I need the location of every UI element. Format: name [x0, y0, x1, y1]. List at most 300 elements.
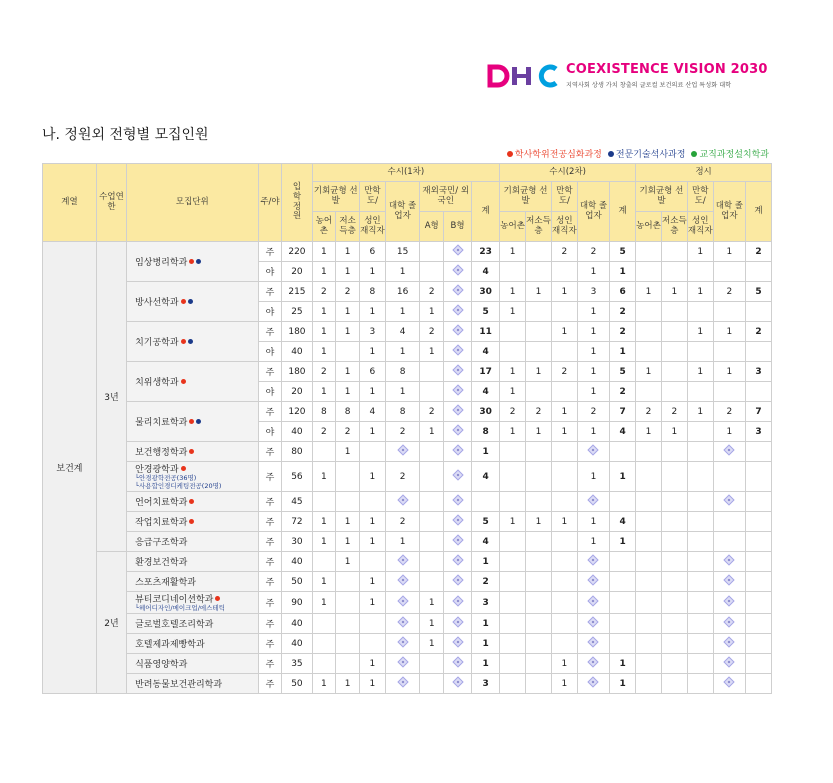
s1-cell: 2 — [312, 282, 336, 302]
j-cell — [713, 512, 745, 532]
diamond-icon — [588, 616, 599, 627]
diamond-icon — [724, 574, 735, 585]
j-cell — [746, 654, 772, 674]
legend-item-master: 전문기술석사과정 — [608, 147, 686, 160]
daynight-cell: 주 — [258, 402, 282, 422]
blue-dot-icon — [188, 299, 193, 304]
unit-name: 반려동물보건관리학과 — [135, 680, 223, 690]
s2-cell: 2 — [577, 402, 609, 422]
s1-cell: 1 — [312, 262, 336, 282]
j-cell — [636, 572, 662, 592]
s1-cell: 11 — [472, 322, 500, 342]
s1-cell — [444, 262, 472, 282]
s1-cell: 2 — [336, 422, 360, 442]
s2-cell: 1 — [610, 342, 636, 362]
s2-cell — [500, 262, 526, 282]
diamond-icon — [397, 494, 408, 505]
admission-table — [42, 163, 772, 694]
j-cell — [746, 614, 772, 634]
s2-cell — [526, 462, 552, 492]
s2-cell — [526, 492, 552, 512]
s1-cell: 1 — [312, 342, 336, 362]
j-cell — [636, 442, 662, 462]
s1-cell — [444, 302, 472, 322]
j-cell — [687, 462, 713, 492]
s2-cell — [500, 654, 526, 674]
j-cell: 1 — [636, 422, 662, 442]
s2-cell: 1 — [610, 654, 636, 674]
j-cell — [636, 382, 662, 402]
s2-cell — [551, 492, 577, 512]
j-cell — [661, 322, 687, 342]
header-total-2: 계 — [610, 182, 636, 242]
quota-cell: 30 — [282, 532, 312, 552]
j-cell — [687, 422, 713, 442]
unit-cell — [127, 674, 259, 694]
red-dot-icon — [181, 466, 186, 471]
s2-cell: 1 — [551, 322, 577, 342]
s1-cell — [444, 442, 472, 462]
logo — [486, 62, 776, 92]
s1-cell — [420, 442, 444, 462]
header-total-1: 계 — [472, 182, 500, 242]
unit-name: 식품영양학과 — [135, 660, 188, 670]
table-row — [43, 634, 772, 654]
s1-cell: 1 — [336, 552, 360, 572]
diamond-icon — [452, 264, 463, 275]
j-cell: 1 — [661, 422, 687, 442]
quota-cell: 40 — [282, 342, 312, 362]
daynight-cell: 야 — [258, 382, 282, 402]
s2-cell — [526, 634, 552, 654]
unit-cell — [127, 512, 259, 532]
s2-cell — [577, 592, 609, 614]
s2-cell: 1 — [526, 422, 552, 442]
s1-cell: 1 — [336, 442, 360, 462]
s1-cell: 1 — [385, 342, 420, 362]
s2-cell — [551, 342, 577, 362]
red-dot-icon — [507, 151, 513, 157]
s2-cell — [610, 572, 636, 592]
s1-cell: 1 — [359, 382, 385, 402]
s2-cell — [500, 342, 526, 362]
s2-cell — [526, 242, 552, 262]
daynight-cell: 주 — [258, 362, 282, 382]
j-cell — [713, 492, 745, 512]
years-cell: 2년 — [96, 552, 126, 694]
j-cell — [687, 512, 713, 532]
s1-cell — [444, 552, 472, 572]
s1-cell: 1 — [472, 654, 500, 674]
diamond-icon — [452, 404, 463, 415]
diamond-icon — [397, 676, 408, 687]
red-dot-icon — [181, 339, 186, 344]
diamond-icon — [452, 444, 463, 455]
table-row — [43, 402, 772, 422]
s2-cell: 1 — [610, 674, 636, 694]
j-cell — [746, 532, 772, 552]
green-dot-icon — [691, 151, 697, 157]
j-cell — [636, 302, 662, 322]
s2-cell: 1 — [577, 322, 609, 342]
diamond-icon — [397, 636, 408, 647]
s1-cell — [420, 512, 444, 532]
header-foreign: 재외국민/ 외국인 — [420, 182, 472, 212]
diamond-icon — [588, 444, 599, 455]
j-cell — [636, 674, 662, 694]
diamond-icon — [588, 494, 599, 505]
unit-subtitle: └헤어디자인/메이크업/에스테틱 — [135, 604, 226, 613]
j-cell — [661, 342, 687, 362]
quota-cell: 80 — [282, 442, 312, 462]
s2-cell — [577, 674, 609, 694]
j-cell — [636, 654, 662, 674]
s1-cell — [444, 654, 472, 674]
legend — [507, 147, 769, 160]
s2-cell — [610, 634, 636, 654]
s1-cell: 1 — [385, 382, 420, 402]
s1-cell — [420, 572, 444, 592]
s2-cell: 2 — [500, 402, 526, 422]
s1-cell: 6 — [359, 242, 385, 262]
header-farm-1: 농어촌 — [312, 212, 336, 242]
s1-cell: 4 — [385, 322, 420, 342]
s1-cell — [444, 614, 472, 634]
s1-cell: 30 — [472, 402, 500, 422]
j-cell — [661, 512, 687, 532]
table-body — [43, 242, 772, 694]
diamond-icon — [588, 676, 599, 687]
s1-cell: 17 — [472, 362, 500, 382]
s2-cell — [610, 614, 636, 634]
diamond-icon — [452, 469, 463, 480]
diamond-icon — [452, 494, 463, 505]
s2-cell: 1 — [577, 342, 609, 362]
j-cell — [746, 592, 772, 614]
j-cell: 2 — [746, 322, 772, 342]
s2-cell — [526, 302, 552, 322]
j-cell — [661, 442, 687, 462]
unit-subtitle: └안경광학전공(36명) — [135, 474, 197, 483]
header-grad-2: 대학 졸업자 — [577, 182, 609, 242]
daynight-cell: 주 — [258, 322, 282, 342]
j-cell — [636, 592, 662, 614]
s1-cell — [420, 532, 444, 552]
s1-cell — [359, 442, 385, 462]
s1-cell: 2 — [312, 362, 336, 382]
j-cell: 1 — [713, 322, 745, 342]
s2-cell: 5 — [610, 242, 636, 262]
j-cell — [636, 322, 662, 342]
header-total-3: 계 — [746, 182, 772, 242]
s1-cell — [385, 492, 420, 512]
unit-cell — [127, 532, 259, 552]
diamond-icon — [397, 616, 408, 627]
table-row — [43, 442, 772, 462]
j-cell: 1 — [687, 282, 713, 302]
diamond-icon — [452, 656, 463, 667]
diamond-icon — [452, 595, 463, 606]
j-cell — [636, 634, 662, 654]
j-cell: 1 — [687, 402, 713, 422]
s2-cell: 1 — [610, 462, 636, 492]
s2-cell — [526, 674, 552, 694]
s1-cell: 8 — [359, 282, 385, 302]
header-low-2: 저소득층 — [526, 212, 552, 242]
j-cell — [661, 382, 687, 402]
s2-cell — [500, 492, 526, 512]
daynight-cell: 주 — [258, 492, 282, 512]
logo-title: COEXISTENCE VISION 2030 — [566, 62, 768, 77]
s2-cell: 2 — [610, 322, 636, 342]
quota-cell: 20 — [282, 262, 312, 282]
header-daynight: 주/야 — [258, 164, 282, 242]
table-row — [43, 462, 772, 492]
j-cell — [661, 552, 687, 572]
j-cell — [687, 382, 713, 402]
daynight-cell: 야 — [258, 342, 282, 362]
s1-cell: 1 — [359, 422, 385, 442]
header-low-1: 저소득층 — [336, 212, 360, 242]
s1-cell: 30 — [472, 282, 500, 302]
s1-cell: 2 — [420, 402, 444, 422]
j-cell: 1 — [713, 422, 745, 442]
unit-cell — [127, 654, 259, 674]
s2-cell: 1 — [577, 462, 609, 492]
quota-cell: 56 — [282, 462, 312, 492]
s1-cell: 8 — [336, 402, 360, 422]
s2-cell — [500, 442, 526, 462]
table-row — [43, 654, 772, 674]
s2-cell: 1 — [500, 302, 526, 322]
header-farm-3: 농어촌 — [636, 212, 662, 242]
s1-cell: 1 — [420, 614, 444, 634]
j-cell — [746, 382, 772, 402]
field-cell: 보건계 — [43, 242, 97, 694]
s1-cell — [336, 462, 360, 492]
s1-cell: 1 — [336, 262, 360, 282]
table-row — [43, 592, 772, 614]
diamond-icon — [724, 656, 735, 667]
j-cell: 1 — [713, 362, 745, 382]
s2-cell — [500, 322, 526, 342]
s1-cell: 1 — [359, 342, 385, 362]
j-cell — [746, 302, 772, 322]
s2-cell — [526, 572, 552, 592]
j-cell — [636, 532, 662, 552]
quota-cell: 40 — [282, 634, 312, 654]
s2-cell: 1 — [577, 422, 609, 442]
s2-cell — [551, 442, 577, 462]
s1-cell: 1 — [336, 674, 360, 694]
red-dot-icon — [181, 379, 186, 384]
quota-cell: 40 — [282, 422, 312, 442]
j-cell — [746, 342, 772, 362]
s1-cell: 6 — [359, 362, 385, 382]
j-cell — [687, 552, 713, 572]
s2-cell: 1 — [577, 532, 609, 552]
table-row — [43, 362, 772, 382]
s1-cell: 1 — [336, 382, 360, 402]
header-susi2: 수시(2차) — [500, 164, 636, 182]
s1-cell: 1 — [336, 322, 360, 342]
unit-name: 호텔제과제빵학과 — [135, 640, 205, 650]
daynight-cell: 야 — [258, 262, 282, 282]
s2-cell: 1 — [577, 362, 609, 382]
s1-cell — [385, 674, 420, 694]
header-type-a: A형 — [420, 212, 444, 242]
s1-cell: 8 — [472, 422, 500, 442]
j-cell: 2 — [746, 242, 772, 262]
diamond-icon — [452, 676, 463, 687]
j-cell — [713, 674, 745, 694]
s1-cell — [444, 242, 472, 262]
daynight-cell: 주 — [258, 532, 282, 552]
s1-cell: 5 — [472, 302, 500, 322]
s2-cell: 1 — [551, 674, 577, 694]
s2-cell — [526, 262, 552, 282]
s2-cell: 1 — [551, 402, 577, 422]
daynight-cell: 주 — [258, 654, 282, 674]
j-cell — [661, 492, 687, 512]
blue-dot-icon — [188, 339, 193, 344]
j-cell — [661, 362, 687, 382]
unit-name: 치기공학과 — [135, 338, 179, 348]
s1-cell — [420, 242, 444, 262]
daynight-cell: 주 — [258, 614, 282, 634]
s2-cell — [500, 532, 526, 552]
unit-cell — [127, 572, 259, 592]
s1-cell — [420, 382, 444, 402]
header-adult-3: 성인 재직자 — [687, 212, 713, 242]
unit-name: 언어치료학과 — [135, 498, 188, 508]
j-cell — [661, 242, 687, 262]
j-cell — [636, 614, 662, 634]
unit-cell — [127, 242, 259, 282]
s1-cell: 3 — [472, 674, 500, 694]
j-cell: 1 — [687, 242, 713, 262]
table-row — [43, 282, 772, 302]
s1-cell: 1 — [312, 302, 336, 322]
s1-cell — [420, 362, 444, 382]
s1-cell — [444, 322, 472, 342]
j-cell — [661, 302, 687, 322]
s1-cell: 1 — [359, 572, 385, 592]
unit-cell — [127, 614, 259, 634]
unit-cell — [127, 282, 259, 322]
s1-cell: 1 — [472, 614, 500, 634]
s1-cell — [444, 634, 472, 654]
quota-cell: 72 — [282, 512, 312, 532]
j-cell — [661, 572, 687, 592]
j-cell — [661, 592, 687, 614]
s2-cell — [500, 462, 526, 492]
diamond-icon — [452, 514, 463, 525]
s2-cell — [577, 614, 609, 634]
s1-cell: 1 — [359, 512, 385, 532]
s1-cell — [444, 362, 472, 382]
s1-cell: 1 — [336, 302, 360, 322]
s2-cell: 1 — [526, 512, 552, 532]
s1-cell: 2 — [472, 572, 500, 592]
s1-cell — [336, 342, 360, 362]
s1-cell — [420, 492, 444, 512]
s1-cell: 23 — [472, 242, 500, 262]
quota-cell: 35 — [282, 654, 312, 674]
s2-cell: 1 — [610, 262, 636, 282]
diamond-icon — [452, 344, 463, 355]
s1-cell: 15 — [385, 242, 420, 262]
s1-cell: 1 — [359, 302, 385, 322]
diamond-icon — [452, 424, 463, 435]
s2-cell: 1 — [500, 422, 526, 442]
j-cell — [713, 382, 745, 402]
s1-cell — [312, 492, 336, 512]
s1-cell — [444, 572, 472, 592]
quota-cell: 50 — [282, 572, 312, 592]
diamond-icon — [397, 595, 408, 606]
s1-cell: 1 — [312, 592, 336, 614]
s2-cell: 2 — [551, 242, 577, 262]
red-dot-icon — [189, 499, 194, 504]
s1-cell — [420, 462, 444, 492]
unit-cell — [127, 552, 259, 572]
j-cell — [661, 634, 687, 654]
j-cell: 2 — [661, 402, 687, 422]
s2-cell — [610, 552, 636, 572]
s1-cell: 1 — [359, 674, 385, 694]
diamond-icon — [588, 554, 599, 565]
j-cell — [636, 552, 662, 572]
j-cell: 1 — [687, 322, 713, 342]
header-susi1: 수시(1차) — [312, 164, 500, 182]
s2-cell: 1 — [526, 282, 552, 302]
s2-cell — [500, 572, 526, 592]
header-manhak-3: 만학도/ — [687, 182, 713, 212]
daynight-cell: 야 — [258, 422, 282, 442]
s2-cell — [551, 532, 577, 552]
s2-cell: 1 — [577, 302, 609, 322]
s1-cell — [444, 532, 472, 552]
j-cell — [661, 654, 687, 674]
s1-cell: 1 — [472, 552, 500, 572]
quota-cell: 25 — [282, 302, 312, 322]
j-cell — [746, 262, 772, 282]
s2-cell — [551, 552, 577, 572]
s1-cell: 2 — [385, 462, 420, 492]
red-dot-icon — [189, 259, 194, 264]
logo-subtitle: 지역사회 상생 가치 창출의 글로컬 보건의료 산업 특성화 대학 — [566, 82, 732, 89]
header-balance-2: 기회균형 선발 — [500, 182, 552, 212]
s1-cell: 2 — [336, 282, 360, 302]
diamond-icon — [452, 284, 463, 295]
s1-cell: 1 — [420, 634, 444, 654]
diamond-icon — [452, 616, 463, 627]
daynight-cell: 야 — [258, 302, 282, 322]
unit-name: 글로벌호텔조리학과 — [135, 620, 214, 630]
unit-name: 응급구조학과 — [135, 538, 188, 548]
table-row — [43, 512, 772, 532]
j-cell — [687, 342, 713, 362]
s2-cell — [551, 592, 577, 614]
s1-cell: 3 — [472, 592, 500, 614]
s1-cell — [312, 552, 336, 572]
table-row — [43, 242, 772, 262]
j-cell: 3 — [746, 422, 772, 442]
j-cell — [687, 532, 713, 552]
quota-cell: 215 — [282, 282, 312, 302]
header-grad-1: 대학 졸업자 — [385, 182, 420, 242]
